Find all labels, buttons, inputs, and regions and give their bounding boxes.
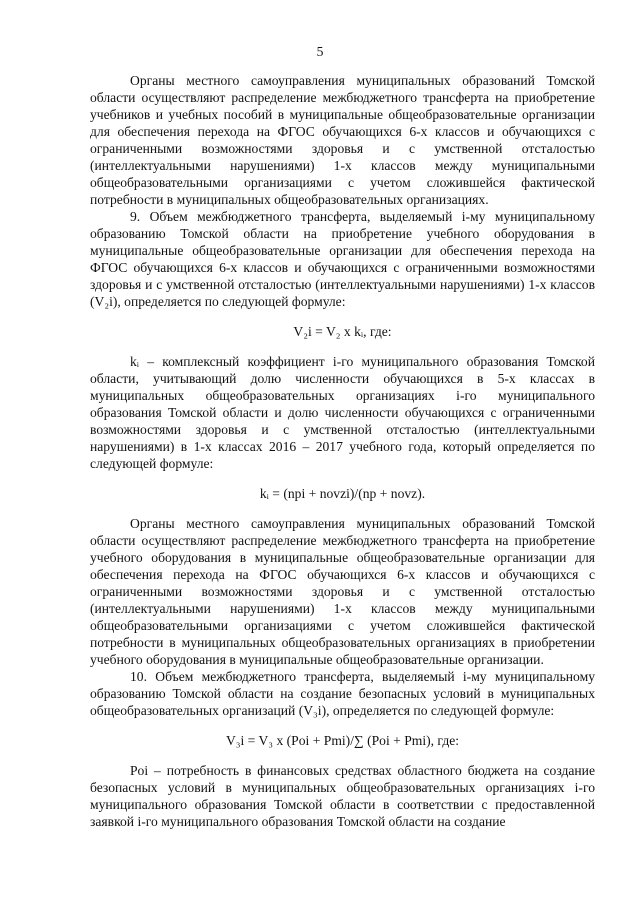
paragraph-3: kᵢ – комплексный коэффициент i-го муниципального образования Томской области, учитывающий долю численности обучающихся в 5-х классах в муниципальных общеобразовательных организациях i-го муниципального образования Томской области и долю численности обучающихся с ограниченными возможностями здоровья и с умственной отсталостью (интеллектуальными нарушениями) в 1-х классах 2016 – 2017 учебного года, который определяется по следующей формуле: (90, 354, 595, 471)
formula-ki: kᵢ = (npi + novzi)/(np + novz). (259, 486, 426, 501)
formula-v2i: V₂i = V₂ x kᵢ, где: (293, 324, 392, 339)
page-number: 5 (316, 44, 324, 59)
paragraph-1: Органы местного самоуправления муниципальных образований Томской области осуществляют распределение межбюджетного трансферта на приобретение учебников и учебных пособий в муниципальные общеобразовательные организации для обеспечения перехода на ФГОС обучающихся 6-х классов и обучающихся с ограниченными возможностями здоровья и с умственной отсталостью (интеллектуальными нарушениями) 1-х классов между муниципальными общеобразовательными организациями с учетом сложившейся фактической потребности в муниципальных общеобразовательных организациях. (90, 73, 595, 207)
paragraph-4: Органы местного самоуправления муниципальных образований Томской области осуществляют распределение межбюджетного трансферта на приобретение учебного оборудования в муниципальные общеобразовательные организации для обеспечения перехода на ФГОС обучающихся 6-х классов и обучающихся с ограниченными возможностями здоровья и с умственной отсталостью (интеллектуальными нарушениями) 1-х классов между муниципальными общеобразовательными организациями с учетом сложившейся фактической потребности в муниципальных общеобразовательных организациях в приобретении учебного оборудования в муниципальные общеобразовательные организации. (90, 516, 595, 667)
formula-v3i: V₃i = V₃ x (Poi + Pmi)/∑ (Poi + Pmi), где: (225, 733, 460, 748)
document-body (90, 72, 595, 830)
paragraph-5: 10. Объем межбюджетного трансферта, выделяемый i-му муниципальному образованию Томской области на создание безопасных условий в муниципальных общеобразовательных организаций (V₃i), определяется по следующей формуле: (90, 669, 595, 718)
paragraph-2: 9. Объем межбюджетного трансферта, выделяемый i-му муниципальному образованию Томской области на приобретение учебного оборудования в муниципальные общеобразовательные организации для обеспечения перехода на ФГОС обучающихся 6-х классов и обучающихся с ограниченными возможностями здоровья и с умственной отсталостью (интеллектуальными нарушениями) 1-х классов (V₂i), определяется по следующей формуле: (90, 209, 595, 309)
paragraph-6: Poi – потребность в финансовых средствах областного бюджета на создание безопасных условий в муниципальных общеобразовательных организациях i-го муниципального образования Томской области в соответствии с предоставленной заявкой i-го муниципального образования Томской области на создание (90, 763, 595, 829)
